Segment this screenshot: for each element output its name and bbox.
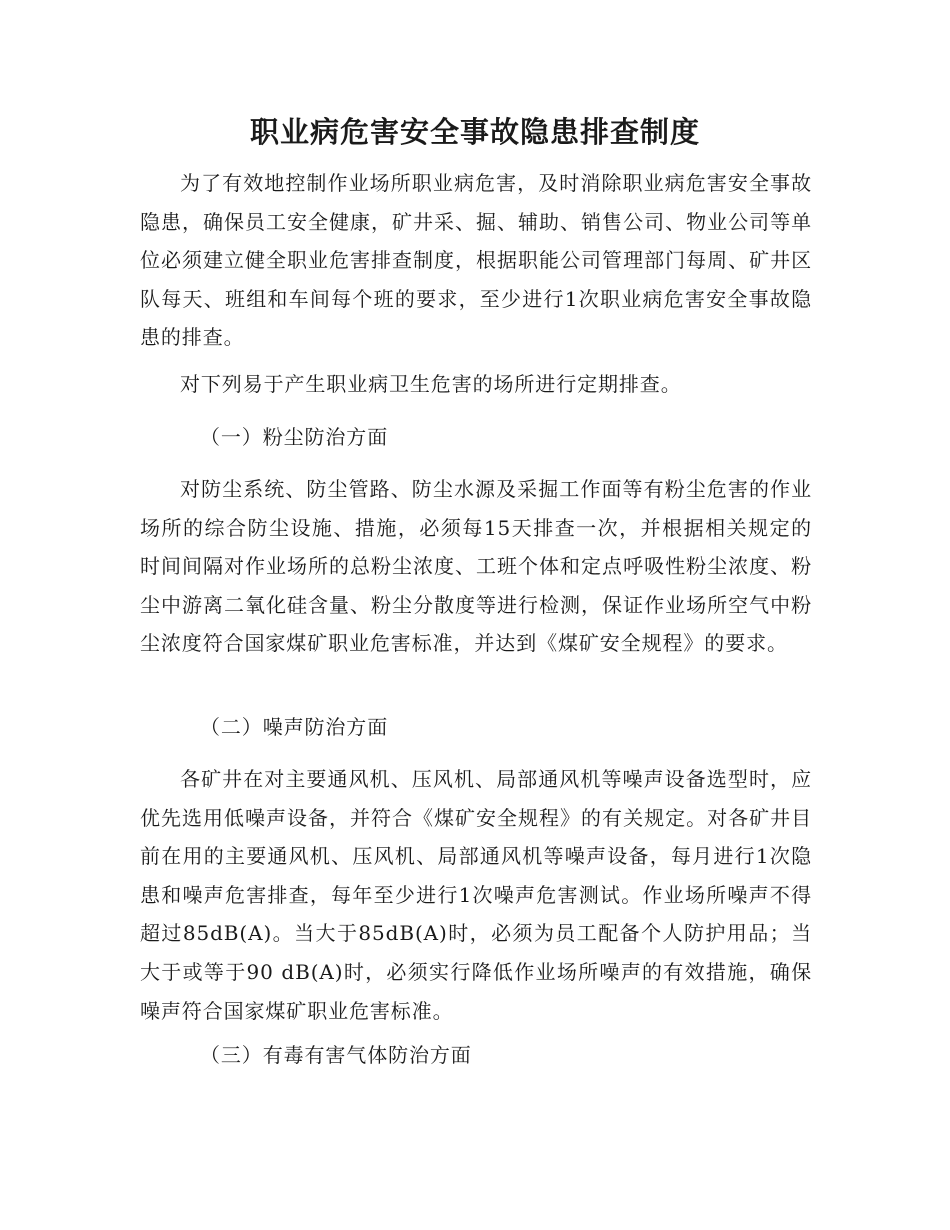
- intro-paragraph: 为了有效地控制作业场所职业病危害，及时消除职业病危害安全事故隐患，确保员工安全健康，矿井采、掘、辅助、销售公司、物业公司等单位必须建立健全职业危害排查制度，根据职能公司管理部门每周、矿井区队每天、班组和车间每个班的要求，至少进行1次职业病危害安全事故隐患的排查。: [140, 171, 812, 350]
- dust-control-paragraph: 对防尘系统、防尘管路、防尘水源及采掘工作面等有粉尘危害的作业场所的综合防尘设施、措施，必须每15天排查一次，并根据相关规定的时间间隔对作业场所的总粉尘浓度、工班个体和定点呼吸性粉尘浓度、粉尘中游离二氧化硅含量、粉尘分散度等进行检测，保证作业场所空气中粉尘浓度符合国家煤矿职业危害标准，并达到《煤矿安全规程》的要求。: [140, 477, 812, 656]
- section-heading-noise: （二）噪声防治方面: [200, 715, 389, 739]
- inspection-scope-paragraph: 对下列易于产生职业病卫生危害的场所进行定期排查。: [180, 372, 682, 396]
- section-heading-toxic-gas: （三）有毒有害气体防治方面: [200, 1043, 472, 1067]
- noise-control-paragraph: 各矿井在对主要通风机、压风机、局部通风机等噪声设备选型时，应优先选用低噪声设备，并符合《煤矿安全规程》的有关规定。对各矿井目前在用的主要通风机、压风机、局部通风机等噪声设备，每月进行1次隐患和噪声危害排查，每年至少进行1次噪声危害测试。作业场所噪声不得超过85dB(A)。当大于85dB(A)时，必须为员工配备个人防护用品；当大于或等于90 dB(A)时，必须实行降低作业场所噪声的有效措施，确保噪声符合国家煤矿职业危害标准。: [140, 767, 812, 1023]
- document-title: 职业病危害安全事故隐患排查制度: [249, 115, 700, 149]
- section-heading-dust: （一）粉尘防治方面: [200, 425, 389, 449]
